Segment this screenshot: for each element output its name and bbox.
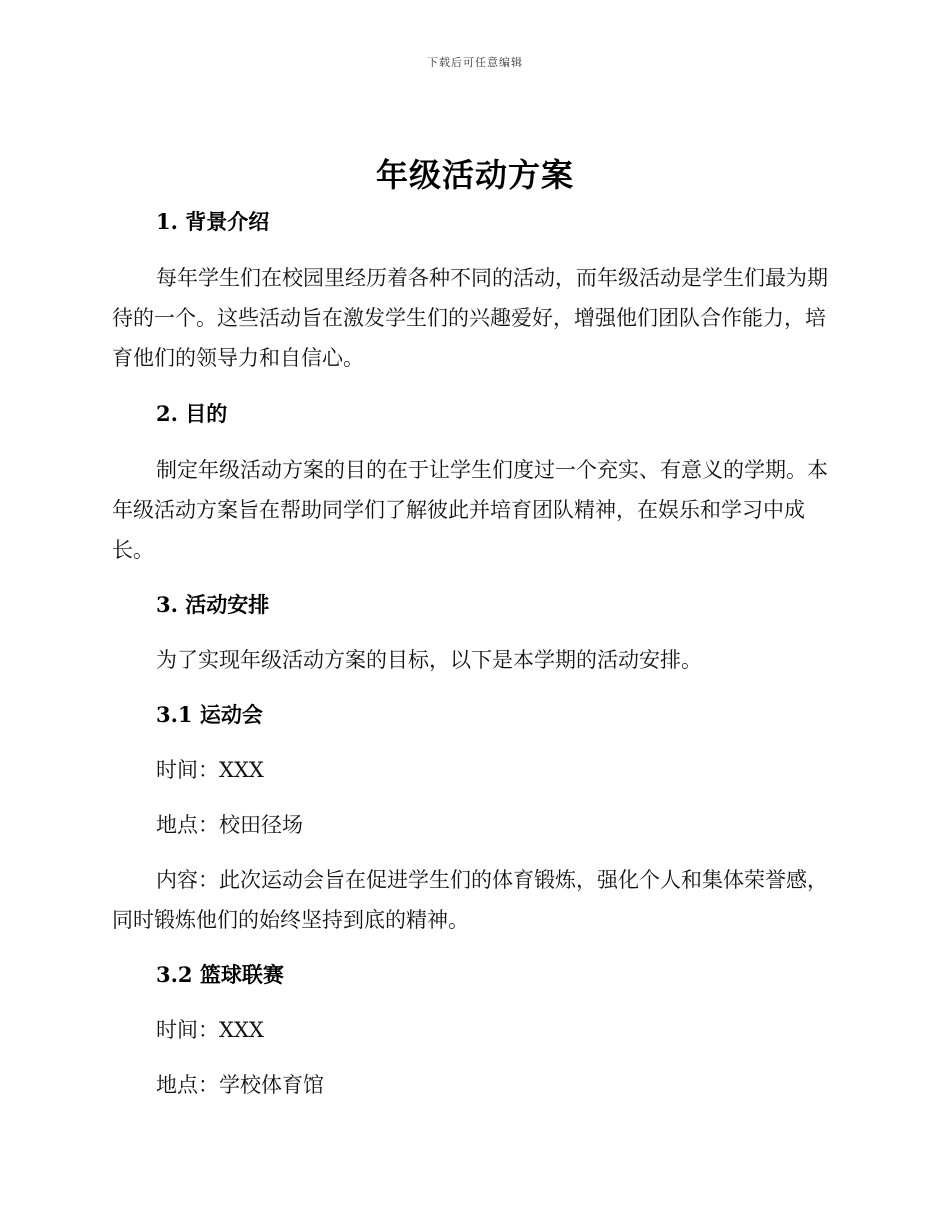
section-heading-background: 1. 背景介绍 [156, 209, 270, 234]
section-heading-purpose: 2. 目的 [156, 401, 228, 426]
header-note: 下载后可任意编辑 [427, 56, 523, 69]
basketball-place: 地点：学校体育馆 [156, 1073, 324, 1097]
subsection-heading-sports-meet: 3.1 运动会 [156, 702, 263, 727]
section-heading-schedule: 3. 活动安排 [156, 592, 270, 617]
section-body-purpose: 制定年级活动方案的目的在于让学生们度过一个充实、有意义的学期。本年级活动方案旨在帮助同学们了解彼此并培育团队精神，在娱乐和学习中成长。 [112, 458, 828, 562]
section-body-background: 每年学生们在校园里经历着各种不同的活动，而年级活动是学生们最为期待的一个。这些活动旨在激发学生们的兴趣爱好，增强他们团队合作能力，培育他们的领导力和自信心。 [112, 266, 828, 370]
basketball-time: 时间：XXX [156, 1018, 264, 1042]
subsection-heading-basketball: 3.2 篮球联赛 [156, 962, 284, 987]
section-body-schedule: 为了实现年级活动方案的目标，以下是本学期的活动安排。 [156, 648, 702, 672]
sports-meet-place: 地点：校田径场 [156, 813, 303, 837]
document-title: 年级活动方案 [375, 156, 574, 194]
document-body [112, 200, 838, 1105]
sports-meet-content: 内容：此次运动会旨在促进学生们的体育锻炼，强化个人和集体荣誉感，同时锻炼他们的始终坚持到底的精神。 [112, 868, 828, 932]
sports-meet-time: 时间：XXX [156, 758, 264, 782]
